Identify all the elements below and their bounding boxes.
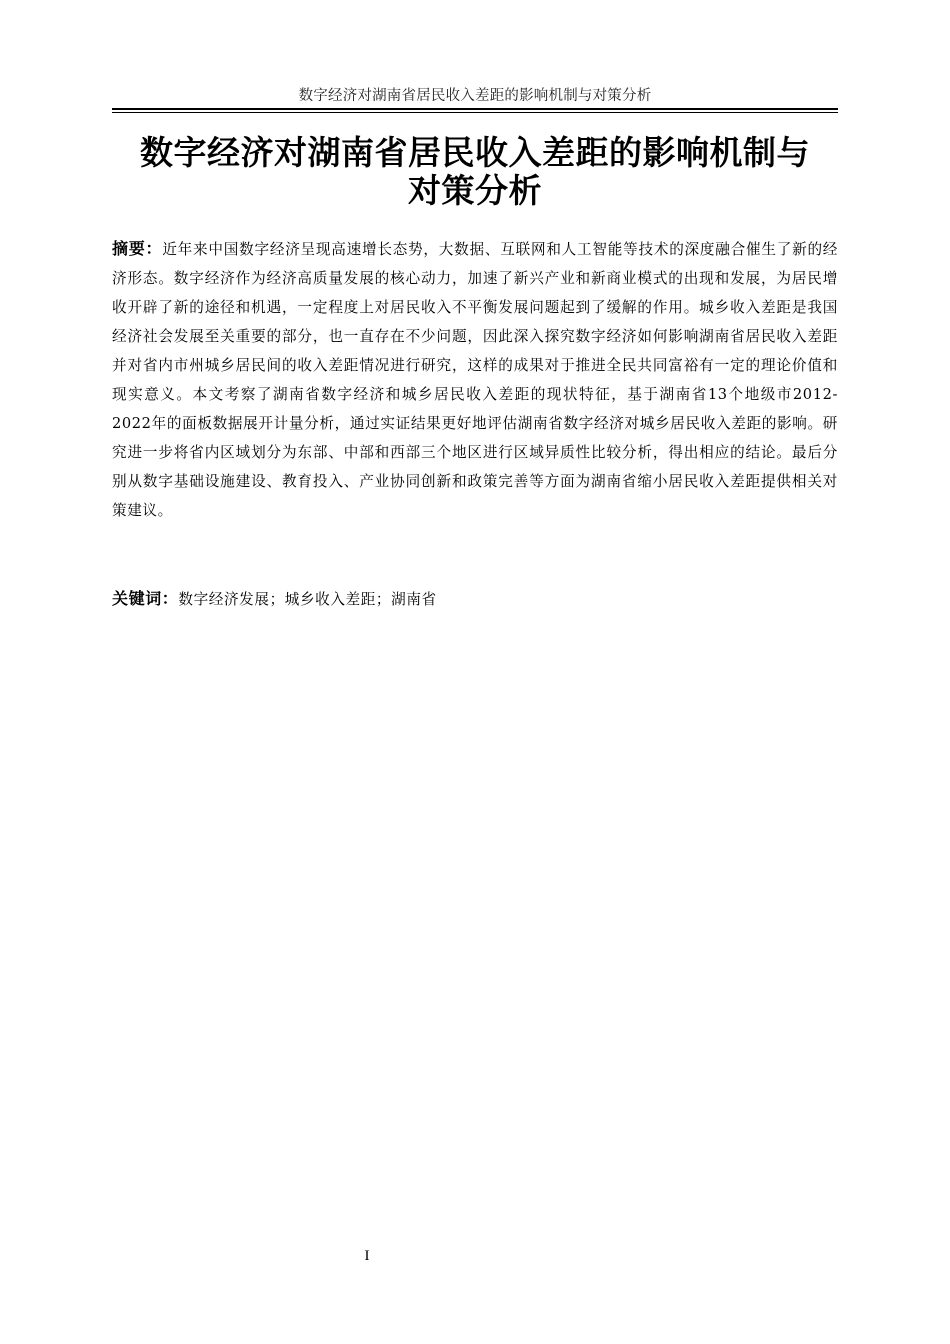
paper-title-line-2: 对策分析 [408,171,542,210]
abstract-label: 摘要： [112,239,163,258]
running-header: 数字经济对湖南省居民收入差距的影响机制与对策分析 [298,88,652,104]
header-rule [112,108,838,110]
abstract-text: 近年来中国数字经济呈现高速增长态势，大数据、互联网和人工智能等技术的深度融合催生了新的经济形态。数字经济作为经济高质量发展的核心动力，加速了新兴产业和新商业模式的出现和发展，为居民增收开辟了新的途径和机遇，一定程度上对居民收入不平衡发展问题起到了缓解的作用。城乡收入差距是我国经济社会发展至关重要的部分，也一直存在不少问题，因此深入探究数字经济如何影响湖南省居民收入差距并对省内市州城乡居民间的收入差距情况进行研究，这样的成果对于推进全民共同富裕有一定的理论价值和现实意义。本文考察了湖南省数字经济和城乡居民收入差距的现状特征，基于湖南省13个地级市2012-2022年的面板数据展开计量分析，通过实证结果更好地评估湖南省数字经济对城乡居民收入差距的影响。研究进一步将省内区域划分为东部、中部和西部三个地区进行区域异质性比较分析，得出相应的结论。最后分别从数字基础设施建设、教育投入、产业协同创新和政策完善等方面为湖南省缩小居民收入差距提供相关对策建议。 [112,241,838,519]
paper-title [112,134,838,210]
abstract-paragraph [112,234,838,525]
header-rule-thin [112,112,838,113]
paper-title-line-1: 数字经济对湖南省居民收入差距的影响机制与 [140,133,810,172]
page-number: I [364,1248,370,1264]
keywords-text: 数字经济发展；城乡收入差距；湖南省 [178,591,437,608]
keywords-line [112,586,838,613]
keywords-label: 关键词： [112,589,179,608]
